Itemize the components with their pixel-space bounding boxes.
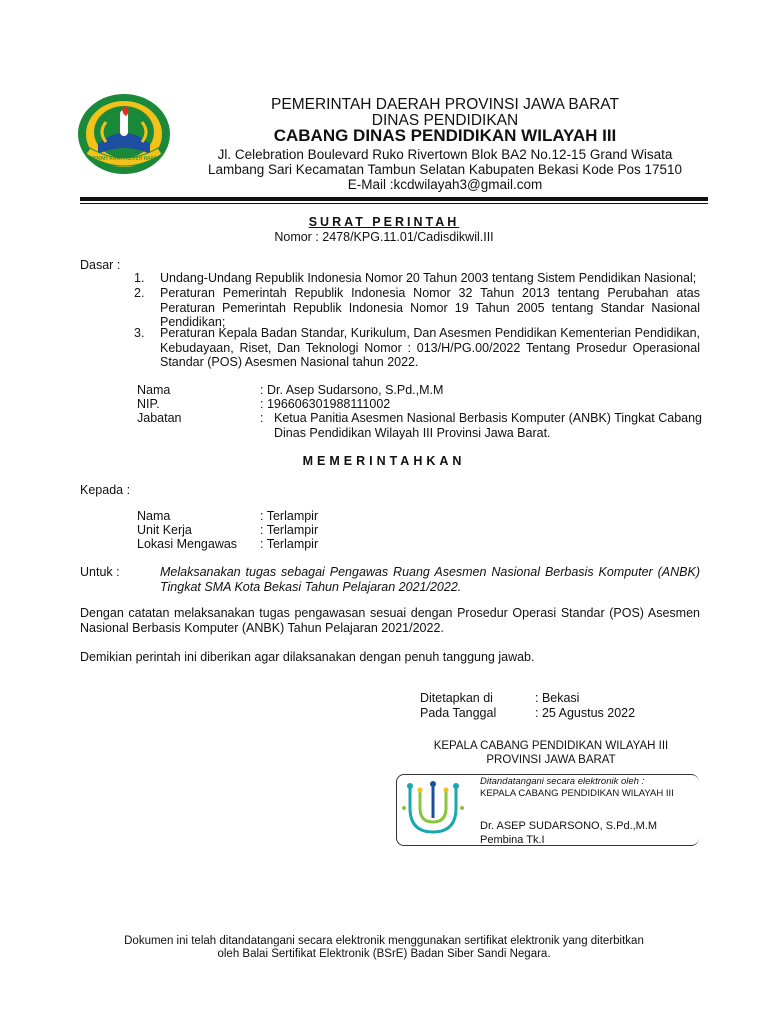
issuer-nip: : 196606301988111002 [260, 397, 391, 411]
logo-motto: GEMAH RIPAH REPEH RAPIH [89, 156, 159, 162]
memerintahkan-heading: MEMERINTAHKAN [302, 454, 466, 468]
issuer-position-label: Jabatan [137, 411, 182, 425]
dasar-item-2: Peraturan Pemerintah Republik Indonesia Nomor 32 Tahun 2013 tentang Perubahan atas Peraturan Pemerintah Republik Indonesia Nomor 19 Tahun 2005 tentang Standar Nasional Pendidikan; [160, 286, 700, 329]
kepada-unit: : Terlampir [260, 523, 319, 537]
kepada-name-label: Nama [137, 509, 171, 523]
header-branch: CABANG DINAS PENDIDIKAN WILAYAH III [273, 126, 617, 145]
letter-title: SURAT PERINTAH [308, 215, 460, 229]
tanggal-label: Pada Tanggal [420, 706, 497, 720]
dasar-number-2: 2. [134, 286, 145, 300]
untuk-label: Untuk : [80, 565, 120, 579]
tanggal-value: : 25 Agustus 2022 [535, 706, 636, 720]
card-signed-by: Ditandatangani secara elektronik oleh : [480, 776, 645, 787]
issuer-name: : Dr. Asep Sudarsono, S.Pd.,M.M [260, 383, 444, 397]
header-address-2: Lambang Sari Kecamatan Tambun Selatan Kabupaten Bekasi Kode Pos 17510 [207, 162, 683, 177]
signer-position-1: KEPALA CABANG PENDIDIKAN WILAYAH III [433, 740, 669, 752]
catatan-paragraph: Dengan catatan melaksanakan tugas pengawasan sesuai dengan Prosedur Operasi Standar (POS) Asesmen Nasional Berbasis Komputer (ANBK) Tahun Pelajaran 2021/2022. [80, 606, 700, 635]
kepada-unit-label: Unit Kerja [137, 523, 192, 537]
kepada-name: : Terlampir [260, 509, 319, 523]
dasar-number-1: 1. [134, 271, 145, 285]
footer-line-1: Dokumen ini telah ditandatangani secara elektronik menggunakan sertifikat elektronik yang diterbitkan [124, 935, 644, 947]
issuer-position-colon: : [260, 411, 264, 425]
card-signer-rank: Pembina Tk.I [480, 834, 545, 846]
header-divider-thin [80, 203, 708, 204]
west-java-emblem-logo [76, 92, 172, 176]
header-email: E-Mail :kcdwilayah3@gmail.com [347, 177, 543, 192]
kepada-label: Kepada : [80, 483, 131, 497]
card-signer-name: Dr. ASEP SUDARSONO, S.Pd.,M.M [480, 820, 658, 832]
closing-paragraph: Demikian perintah ini diberikan agar dilaksanakan dengan penuh tanggung jawab. [80, 650, 535, 664]
dasar-item-1: Undang-Undang Republik Indonesia Nomor 20 Tahun 2003 tentang Sistem Pendidikan Nasional; [160, 271, 697, 285]
letter-number: Nomor : 2478/KPG.11.01/Cadisdikwil.III [274, 230, 494, 244]
header-divider-thick [80, 197, 708, 201]
issuer-position: Ketua Panitia Asesmen Nasional Berbasis Komputer (ANBK) Tingkat Cabang Dinas Pendidikan Wilayah III Provinsi Jawa Barat. [274, 411, 703, 440]
dasar-number-3: 3. [134, 326, 145, 340]
bsre-signature-icon [400, 778, 466, 842]
signer-position-2: PROVINSI JAWA BARAT [486, 754, 616, 766]
untuk-text: Melaksanakan tugas sebagai Pengawas Ruang Asesmen Nasional Berbasis Komputer (ANBK) Tingkat SMA Kota Bekasi Tahun Pelajaran 2021/2022. [160, 565, 700, 594]
dasar-item-3: Peraturan Kepala Badan Standar, Kurikulum, Dan Asesmen Pendidikan Kementerian Pendidikan, Kebudayaan, Riset, Dan Teknologi Nomor : 013/H/PG.00/2022 Tentang Prosedur Operasional Standar (POS) Asesmen Nasional tahun 2022. [160, 326, 700, 369]
issuer-name-label: Nama [137, 383, 171, 397]
ditetapkan-value: : Bekasi [535, 691, 580, 705]
header-government: PEMERINTAH DAERAH PROVINSI JAWA BARAT [271, 96, 619, 113]
footer-line-2: oleh Balai Sertifikat Elektronik (BSrE) Badan Siber Sandi Negara. [217, 948, 551, 960]
header-address-1: Jl. Celebration Boulevard Ruko Rivertown Blok BA2 No.12-15 Grand Wisata [217, 147, 673, 162]
card-signer-position: KEPALA CABANG PENDIDIKAN WILAYAH III [480, 788, 674, 799]
kepada-location-label: Lokasi Mengawas [137, 537, 238, 551]
ditetapkan-label: Ditetapkan di [420, 691, 493, 705]
kepada-location: : Terlampir [260, 537, 319, 551]
dasar-label: Dasar : [80, 258, 121, 272]
header-department: DINAS PENDIDIKAN [371, 112, 519, 129]
issuer-nip-label: NIP. [137, 397, 160, 411]
